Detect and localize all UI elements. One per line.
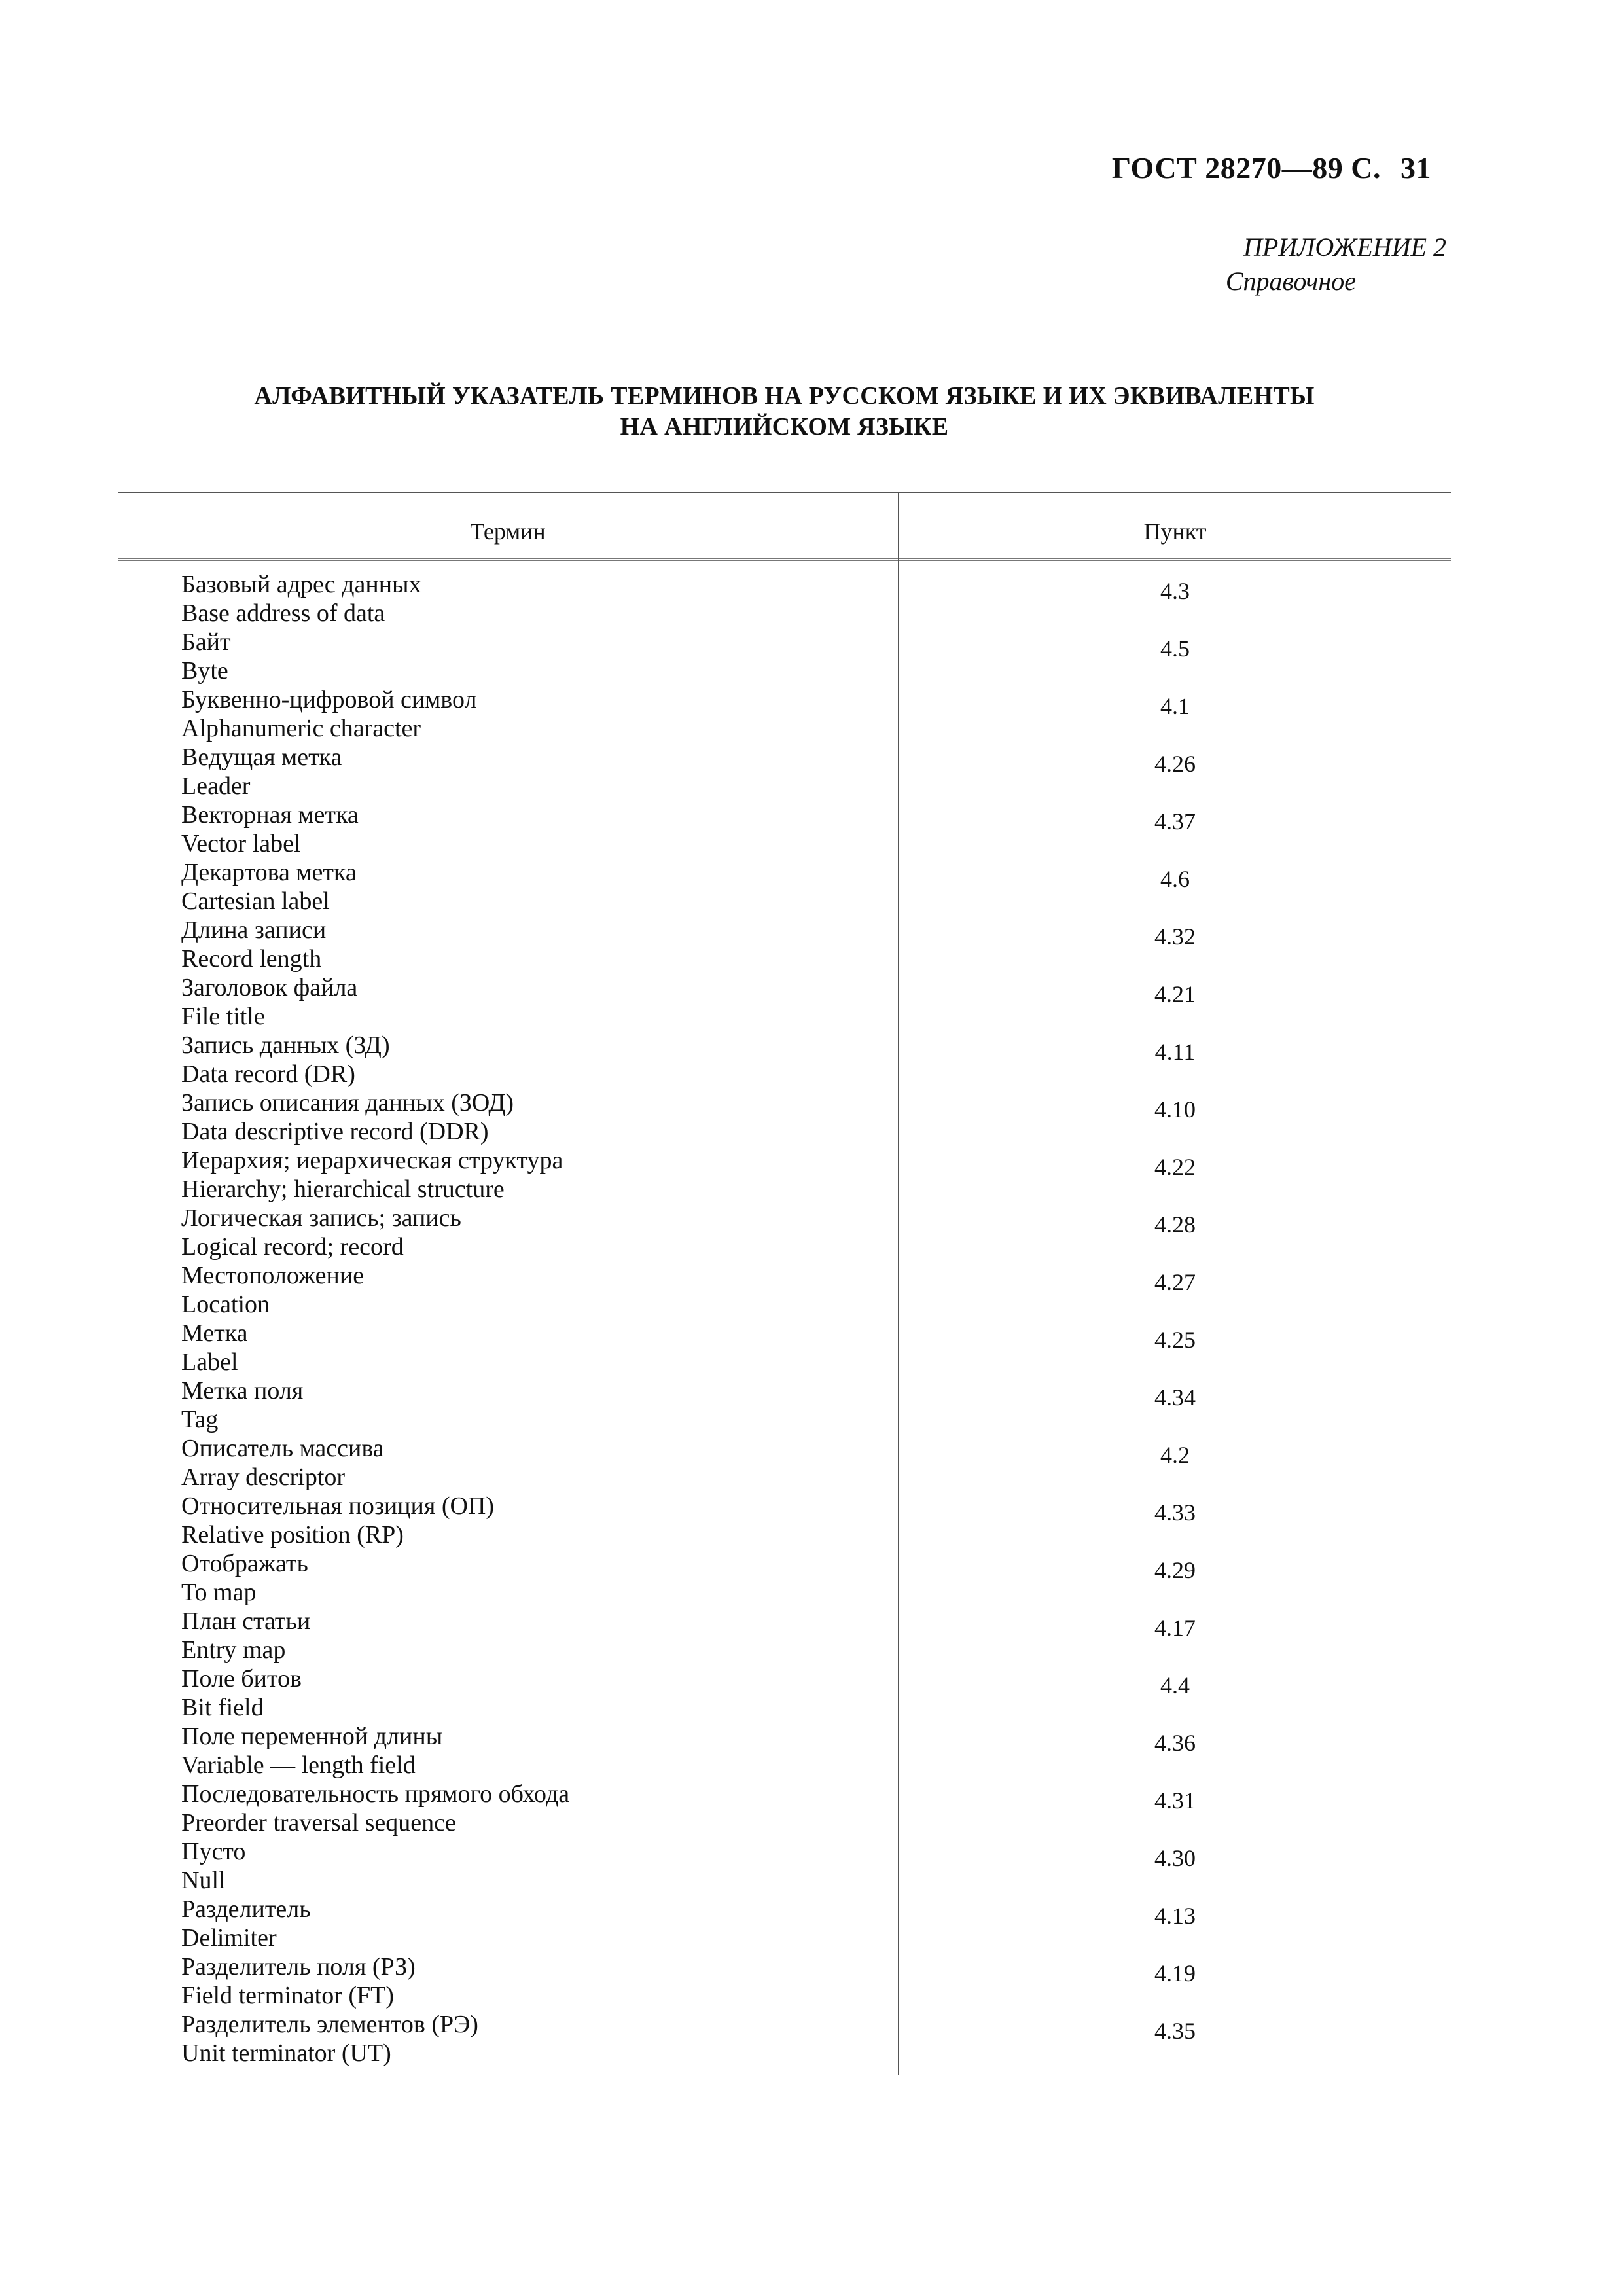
document-title-line-2: НА АНГЛИЙСКОМ ЯЗЫКЕ	[620, 413, 949, 440]
term-english: Byte	[181, 657, 228, 685]
term-english: Alphanumeric character	[181, 715, 421, 742]
term-russian: Байт	[181, 628, 231, 656]
item-reference: 4.34	[1154, 1384, 1196, 1410]
appendix-label: ПРИЛОЖЕНИЕ 2	[1243, 232, 1446, 262]
term-russian: Метка поля	[181, 1377, 304, 1405]
term-english: Base address of data	[181, 600, 385, 627]
term-english: Record length	[181, 945, 322, 973]
term-english: Data descriptive record (DDR)	[181, 1118, 489, 1145]
term-russian: Декартова метка	[181, 859, 357, 886]
table-row	[118, 1204, 1451, 1261]
item-reference: 4.35	[1154, 2018, 1196, 2044]
item-reference: 4.10	[1154, 1096, 1196, 1122]
term-russian: Поле переменной длины	[181, 1723, 443, 1750]
table-row	[118, 1319, 1451, 1376]
term-russian: Иерархия; иерархическая структура	[181, 1147, 563, 1174]
term-english: Label	[181, 1348, 238, 1376]
term-english: Vector label	[181, 830, 301, 857]
table-row	[118, 1952, 1451, 2010]
table-row	[118, 1722, 1451, 1780]
table-row	[118, 628, 1451, 685]
term-russian: Разделитель поля (РЗ)	[181, 1953, 416, 1981]
table-body	[118, 570, 1451, 2068]
table-row	[118, 800, 1451, 858]
table-row	[118, 685, 1451, 743]
table-row	[118, 1549, 1451, 1607]
table-header-rule	[118, 558, 1451, 561]
term-english: Entry map	[181, 1636, 286, 1664]
terms-table	[118, 492, 1451, 2075]
term-russian: План статьи	[181, 1607, 311, 1635]
table-row	[118, 1261, 1451, 1319]
table-row	[118, 1376, 1451, 1434]
table-row	[118, 1607, 1451, 1664]
item-reference: 4.33	[1154, 1499, 1196, 1526]
item-reference: 4.19	[1154, 1960, 1196, 1986]
term-russian: Ведущая метка	[181, 744, 342, 771]
term-english: Data record (DR)	[181, 1060, 355, 1088]
item-reference: 4.31	[1154, 1787, 1196, 1814]
item-reference: 4.30	[1154, 1845, 1196, 1871]
term-english: Leader	[181, 772, 251, 800]
term-english: Tag	[181, 1406, 219, 1433]
item-reference: 4.32	[1154, 924, 1196, 950]
term-russian: Пусто	[181, 1838, 246, 1865]
term-english: Bit field	[181, 1694, 264, 1721]
table-row	[118, 1492, 1451, 1549]
table-row	[118, 743, 1451, 800]
item-reference: 4.29	[1154, 1557, 1196, 1583]
item-reference: 4.37	[1154, 808, 1196, 834]
appendix-block	[1226, 230, 1446, 298]
table-row	[118, 1146, 1451, 1204]
table-row	[118, 2010, 1451, 2068]
standard-designation: ГОСТ 28270—89 С.	[1111, 151, 1381, 185]
document-title-line-1: АЛФАВИТНЫЙ УКАЗАТЕЛЬ ТЕРМИНОВ НА РУССКОМ ЯЗЫКЕ И ИХ ЭКВИВАЛЕНТЫ	[254, 382, 1315, 410]
term-english: Logical record; record	[181, 1233, 404, 1261]
appendix-status: Справочное	[1225, 266, 1356, 296]
item-reference: 4.36	[1154, 1730, 1196, 1756]
term-russian: Поле битов	[181, 1665, 302, 1693]
term-english: Relative position (RP)	[181, 1521, 404, 1549]
item-reference: 4.5	[1160, 636, 1190, 662]
item-reference: 4.4	[1160, 1672, 1190, 1698]
table-row	[118, 1895, 1451, 1952]
term-english: Cartesian label	[181, 888, 330, 915]
term-english: File title	[181, 1003, 265, 1030]
table-row	[118, 570, 1451, 628]
item-reference: 4.2	[1160, 1442, 1190, 1468]
item-reference: 4.25	[1154, 1327, 1196, 1353]
term-english: Variable — length field	[181, 1751, 416, 1779]
table-row	[118, 1837, 1451, 1895]
document-title	[118, 381, 1451, 442]
term-english: Array descriptor	[181, 1463, 346, 1491]
term-russian: Базовый адрес данных	[181, 571, 421, 598]
term-english: Hierarchy; hierarchical structure	[181, 1175, 505, 1203]
item-reference: 4.1	[1160, 693, 1190, 719]
column-header-term: Термин	[470, 518, 546, 545]
page-header	[1112, 151, 1431, 185]
term-russian: Запись описания данных (ЗОД)	[181, 1089, 514, 1117]
item-reference: 4.21	[1154, 981, 1196, 1007]
table-row	[118, 1031, 1451, 1088]
term-english: Field terminator (FT)	[181, 1982, 395, 2009]
table-row	[118, 858, 1451, 916]
page-number: 31	[1400, 151, 1431, 185]
term-russian: Буквенно-цифровой символ	[181, 686, 477, 713]
term-russian: Описатель массива	[181, 1435, 384, 1462]
term-russian: Метка	[181, 1319, 248, 1347]
term-russian: Относительная позиция (ОП)	[181, 1492, 495, 1520]
item-reference: 4.28	[1154, 1211, 1196, 1238]
term-english: Preorder traversal sequence	[181, 1809, 456, 1837]
term-russian: Отображать	[181, 1550, 308, 1577]
item-reference: 4.11	[1154, 1039, 1196, 1065]
table-row	[118, 1434, 1451, 1492]
table-row	[118, 1780, 1451, 1837]
table-top-rule	[118, 492, 1451, 493]
item-reference: 4.22	[1154, 1154, 1196, 1180]
term-english: Unit terminator (UT)	[181, 2039, 391, 2067]
item-reference: 4.13	[1154, 1903, 1196, 1929]
term-russian: Последовательность прямого обхода	[181, 1780, 570, 1808]
term-english: Null	[181, 1867, 226, 1894]
table-row	[118, 973, 1451, 1031]
table-row	[118, 1088, 1451, 1146]
term-english: To map	[181, 1579, 257, 1606]
term-russian: Разделитель	[181, 1895, 311, 1923]
term-english: Location	[181, 1291, 270, 1318]
item-reference: 4.3	[1160, 578, 1190, 604]
term-russian: Запись данных (ЗД)	[181, 1031, 390, 1059]
term-russian: Местоположение	[181, 1262, 365, 1289]
term-russian: Логическая запись; запись	[181, 1204, 461, 1232]
term-russian: Разделитель элементов (РЭ)	[181, 2011, 478, 2038]
item-reference: 4.26	[1154, 751, 1196, 777]
item-reference: 4.6	[1160, 866, 1190, 892]
item-reference: 4.27	[1154, 1269, 1196, 1295]
item-reference: 4.17	[1154, 1615, 1196, 1641]
term-russian: Заголовок файла	[181, 974, 358, 1001]
table-row	[118, 916, 1451, 973]
term-english: Delimiter	[181, 1924, 277, 1952]
column-header-item: Пункт	[1143, 518, 1207, 545]
table-row	[118, 1664, 1451, 1722]
term-russian: Векторная метка	[181, 801, 359, 829]
term-russian: Длина записи	[181, 916, 327, 944]
